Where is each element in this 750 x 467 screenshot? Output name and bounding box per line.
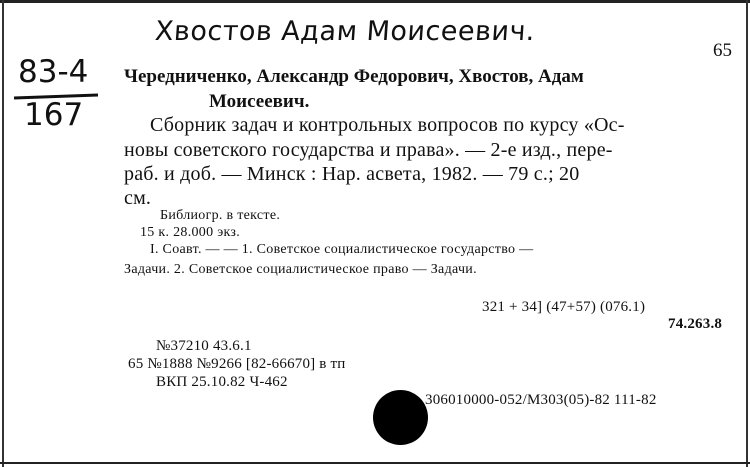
record-number-2: 65 №1888 №9266 [82-66670] в тп [128, 356, 346, 372]
card-bottom-border [0, 462, 750, 464]
bottom-code: 306010000-052/М303(05)-82 111-82 [425, 392, 657, 408]
authors-line-1: Чередниченко, Александр Федорович, Хвостов, Адам [124, 66, 584, 87]
authors-line-2: Моисеевич. [209, 91, 310, 112]
note-price-circulation: 15 к. 28.000 экз. [140, 225, 241, 240]
call-number-top: 83-4 [18, 54, 89, 90]
classification-bbk: 74.263.8 [668, 316, 723, 332]
punch-hole [373, 390, 428, 445]
title-line-3: раб. и доб. — Минск : Нар. асвета, 1982. — 79 с.; 20 [124, 163, 580, 185]
page-number: 65 [713, 40, 732, 61]
note-bibliography: Библиогр. в тексте. [160, 208, 281, 223]
classification-udc: 321 + 34] (47+57) (076.1) [482, 299, 646, 315]
subjects-line-2: Задачи. 2. Советское социалистическое право — Задачи. [124, 262, 477, 277]
card-top-border [0, 0, 750, 3]
record-number-1: №37210 43.6.1 [156, 338, 252, 354]
card-left-border [2, 0, 4, 467]
handwritten-heading: Хвостов Адам Моисеевич. [153, 16, 537, 47]
title-line-2: новы советского государства и права». — 2-е изд., пере- [124, 139, 613, 161]
title-line-4: см. [124, 187, 152, 209]
title-line-1: Сборник задач и контрольных вопросов по курсу «Ос- [150, 114, 625, 136]
card-right-border [746, 0, 748, 467]
record-number-3: ВКП 25.10.82 Ч-462 [156, 374, 288, 390]
call-number-bottom: 167 [24, 97, 84, 133]
subjects-line-1: I. Соавт. — — 1. Советское социалистическое государство — [150, 242, 534, 257]
